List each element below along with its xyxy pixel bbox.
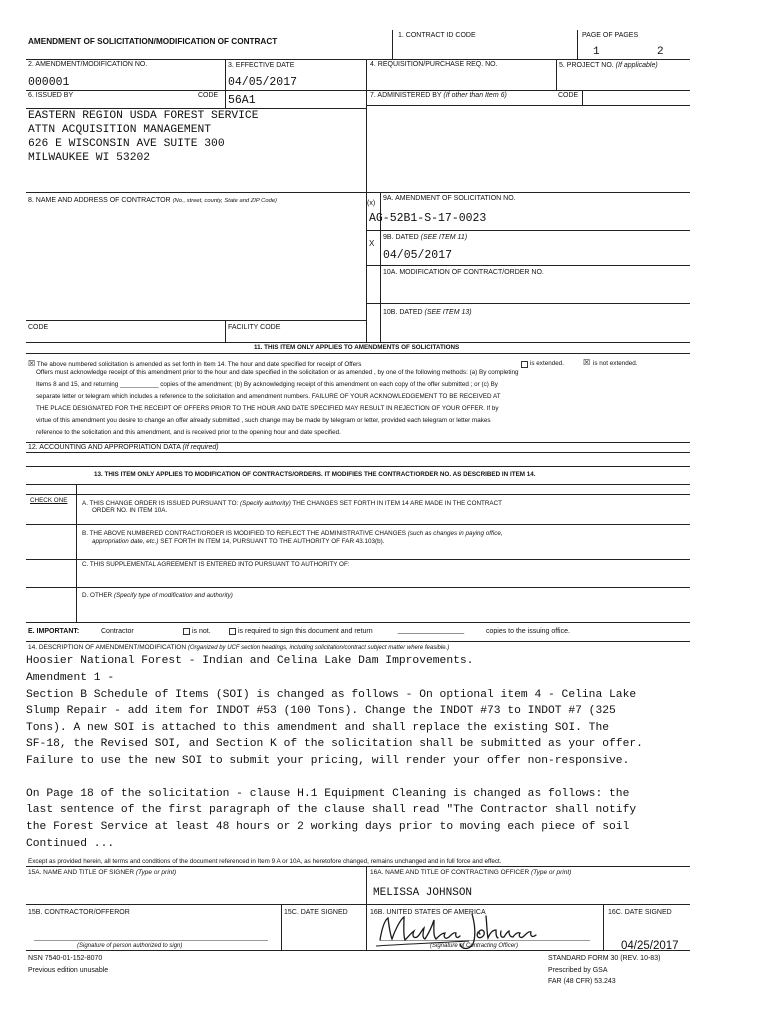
is-required-checkbox[interactable]	[229, 628, 236, 635]
rule	[26, 866, 690, 867]
item-13b-note2: appropriation date, etc.)	[92, 538, 159, 545]
form-title: AMENDMENT OF SOLICITATION/MODIFICATION OF CONTRACT	[28, 37, 278, 46]
rule	[26, 452, 690, 453]
rule	[556, 59, 557, 90]
issuer-address-line: 626 E WISCONSIN AVE SUITE 300	[28, 138, 225, 150]
contractor-label	[28, 197, 277, 205]
rule	[26, 342, 690, 343]
rule	[26, 950, 690, 951]
description-line: On Page 18 of the solicitation - clause H.1 Equipment Cleaning is changed as follows: the	[26, 788, 630, 800]
solicitation-amended-check[interactable]: ☒	[28, 359, 36, 368]
item-11-heading: 11. THIS ITEM ONLY APPLIES TO AMENDMENTS OF SOLICITATIONS	[254, 344, 460, 351]
officer-date-label: 16C. DATE SIGNED	[608, 909, 672, 916]
item-11-text-line: virtue of this amendment you desire to change an offer already submitted , such change may be made by telegram or letter, provided each telegram or letter makes	[36, 417, 491, 424]
extended-label: is extended.	[530, 360, 564, 367]
standard-form-id: STANDARD FORM 30 (REV. 10-83)	[548, 955, 661, 962]
rule	[26, 466, 690, 467]
item-13a-note: (Specify authority)	[240, 500, 291, 507]
page-of-pages-label: PAGE OF PAGES	[582, 32, 639, 39]
rule	[26, 442, 690, 443]
issued-code-label: CODE	[198, 92, 219, 99]
united-states-label: 16B. UNITED STATES OF AMERICA	[370, 909, 486, 916]
item-13a-text: A. THIS CHANGE ORDER IS ISSUED PURSUANT TO:	[82, 500, 239, 507]
rule	[281, 904, 282, 950]
rule	[26, 484, 690, 485]
signature-line	[34, 940, 268, 941]
signer-name-text: 15A. NAME AND TITLE OF SIGNER	[28, 869, 135, 876]
item-14-note: (Organized by UCF section headings, including solicitation/contract subject matter where feasible.)	[187, 645, 450, 651]
description-line: Section B Schedule of Items (SOI) is changed as follows - On optional item 4 - Celina Lake	[26, 689, 637, 701]
item-9a-label: 9A. AMENDMENT OF SOLICITATION NO.	[383, 195, 516, 202]
facility-code-label: FACILITY CODE	[228, 324, 281, 331]
item-12-text: 12. ACCOUNTING AND APPROPRIATION DATA	[28, 444, 181, 451]
contractor-label-text: 8. NAME AND ADDRESS OF CONTRACTOR	[28, 197, 171, 204]
terms-statement: Except as provided herein, all terms and conditions of the document referenced in Item 9 A or 10A, as heretofore changed, remains unchanged and in full force and effect.	[28, 858, 502, 865]
description-line: Slump Repair - add item for INDOT #53 (100 Tons). Change the INDOT #73 to INDOT #7 (325	[26, 705, 616, 717]
rule	[26, 192, 690, 193]
description-line: Amendment 1 -	[26, 672, 115, 684]
rule	[582, 90, 583, 105]
rule	[26, 353, 690, 354]
item-13b-text2: SET FORTH IN ITEM 14, PURSUANT TO THE AUTHORITY OF FAR 43.103(b).	[160, 538, 385, 545]
item-12-label	[28, 444, 219, 452]
rule	[26, 494, 690, 495]
project-no-label-text: 5. PROJECT NO.	[559, 62, 614, 69]
item-14-label	[28, 644, 449, 652]
officer-name-label	[370, 869, 571, 877]
effective-date: 04/05/2017	[228, 76, 298, 89]
item-11-first-line	[28, 360, 361, 369]
far-reference: FAR (48 CFR) 53.243	[548, 978, 616, 985]
item-11-text-line: separate letter or telegram which includes a reference to the solicitation and amendment numbers. FAILURE OF YOUR ACKNOWLEDGEMENT TO BE RECEIVED AT	[36, 393, 501, 400]
item-10b-note: (SEE ITEM 13)	[424, 309, 472, 316]
item-13-heading: 13. THIS ITEM ONLY APPLIES TO MODIFICATION OF CONTRACTS/ORDERS. IT MODIFIES THE CONTRACT/ORDER NO. AS DESCRIBED IN ITEM 14.	[94, 471, 536, 478]
description-line: Failure to use the new SOI to submit your pricing, will render your offer non-responsive.	[26, 755, 630, 767]
rule	[26, 90, 690, 91]
item-9b-text: 9B. DATED	[383, 234, 419, 241]
rule	[26, 904, 690, 905]
signer-name-note: (Type or print)	[135, 869, 177, 876]
requisition-label: 4. REQUISITION/PURCHASE REQ. NO.	[370, 61, 498, 68]
item-13a-text-cont: THE CHANGES SET FORTH IN ITEM 14 ARE MADE IN THE CONTRACT	[292, 500, 503, 507]
contractor-signature-caption: (Signature of person authorized to sign)	[77, 943, 183, 949]
copies-label: copies to the issuing office.	[486, 628, 570, 635]
administered-by-note: (If other than Item 6)	[443, 92, 507, 99]
item-13b-line2	[92, 538, 384, 546]
previous-edition: Previous edition unusable	[28, 967, 109, 974]
rule	[26, 641, 690, 642]
item-12-note: (If required)	[182, 444, 219, 451]
prescribed-by: Prescribed by GSA	[548, 967, 608, 974]
effective-date-label: 3. EFFECTIVE DATE	[228, 62, 295, 69]
item-10b-text: 10B. DATED	[383, 309, 423, 316]
issued-by-label: 6. ISSUED BY	[28, 92, 74, 99]
rule	[26, 622, 690, 623]
amendment-no: 000001	[28, 76, 70, 89]
item-13b-note: (such as changes in paying office,	[407, 530, 503, 537]
contractor-date-label: 15C. DATE SIGNED	[284, 909, 348, 916]
rule	[26, 587, 690, 588]
item-13c-line: C. THIS SUPPLEMENTAL AGREEMENT IS ENTERED INTO PURSUANT TO AUTHORITY OF:	[82, 561, 350, 568]
administered-by-text: 7. ADMINISTERED BY	[370, 92, 442, 99]
important-label: E. IMPORTANT:	[28, 628, 80, 635]
rule	[366, 230, 690, 231]
rule	[26, 559, 690, 560]
rule	[392, 30, 393, 59]
contractor-code-label: CODE	[28, 324, 49, 331]
copies-blank[interactable]: _________________	[398, 627, 465, 634]
rule	[26, 524, 690, 525]
issuer-address-line: ATTN ACQUISITION MANAGEMENT	[28, 124, 212, 136]
page-number: 1	[593, 46, 600, 58]
item-13b-text: B. THE ABOVE NUMBERED CONTRACT/ORDER IS MODIFIED TO REFLECT THE ADMINISTRATIVE CHANGES	[82, 530, 406, 537]
item-11-text-line: Items 8 and 15, and returning ___________ copies of the amendment; (b) By acknowledging receipt of this amendment on each copy of the offer submitted ; or (c) By	[36, 381, 498, 388]
solicitation-no: AG-52B1-S-17-0023	[369, 212, 487, 225]
officer-signature	[374, 906, 544, 956]
issuer-address-line: MILWAUKEE WI 53202	[28, 152, 151, 164]
rule	[366, 866, 367, 950]
officer-signature-caption: (Signature of Contracting Officer)	[430, 943, 519, 949]
item-9b-note: (SEE ITEM 11)	[420, 234, 468, 241]
rule	[225, 320, 226, 342]
officer-name-note: (Type or print)	[530, 869, 572, 876]
x-column-label: (x)	[367, 200, 376, 207]
issuer-address-line: EASTERN REGION USDA FOREST SERVICE	[28, 110, 259, 122]
project-no-label-note: (If applicable)	[615, 62, 658, 69]
description-line: last sentence of the first paragraph of the clause shall read "The Contractor shall notify	[26, 804, 637, 816]
description-line: Tons). A new SOI is attached to this amendment and shall replace the existing SOI. The	[26, 722, 610, 734]
item-10b-label	[383, 309, 472, 317]
item-11-text-line: reference to the solicitation and this amendment, and is received prior to the opening hour and date specified.	[36, 429, 341, 436]
issued-code: 56A1	[228, 94, 256, 107]
item-13d-note: (Specify type of modification and authority)	[113, 592, 233, 599]
rule	[577, 30, 578, 59]
not-extended-label: is not extended.	[593, 360, 638, 367]
description-line: SF-18, the Revised SOI, and Section K of the solicitation shall be submitted as your offer.	[26, 738, 643, 750]
rule	[366, 265, 690, 266]
administered-by-label	[370, 92, 507, 100]
rule	[366, 105, 690, 106]
solicitation-date: 04/05/2017	[383, 249, 453, 262]
item-13a-line2: ORDER NO. IN ITEM 10A.	[92, 507, 168, 514]
description-line: the Forest Service at least 48 hours or 2 working days prior to moving each piece of soil	[26, 821, 630, 833]
item-9b-label	[383, 234, 467, 242]
item-13d-text: D. OTHER	[82, 592, 113, 599]
item-11-text-line: Offers must acknowledge receipt of this amendment prior to the hour and date specified in the solicitation or as amended , by one of the following methods: (a) By completing	[36, 369, 519, 376]
rule	[225, 59, 226, 108]
item-11-lead: The above numbered solicitation is amended as set forth in Item 14. The hour and date specified for receipt of Offers	[36, 361, 362, 368]
contractor-label-note: (No., street, county, State and ZIP Code)	[172, 198, 277, 204]
is-required-label: is required to sign this document and return	[238, 628, 373, 635]
officer-name: MELISSA JOHNSON	[373, 887, 473, 899]
check-one-label: CHECK ONE	[30, 497, 68, 504]
description-line: Hoosier National Forest - Indian and Celina Lake Dam Improvements.	[26, 655, 474, 667]
signer-name-label	[28, 869, 176, 877]
item-11-text-line: THE PLACE DESIGNATED FOR THE RECEIPT OF OFFERS PRIOR TO THE HOUR AND DATE SPECIFIED MAY RESULT IN REJECTION OF YOUR OFFER. If by	[36, 405, 499, 412]
rule	[26, 320, 366, 321]
rule	[76, 484, 77, 622]
rule	[26, 59, 690, 60]
item-14-text: 14. DESCRIPTION OF AMENDMENT/MODIFICATION	[28, 644, 187, 651]
contractor-offeror-label: 15B. CONTRACTOR/OFFEROR	[28, 909, 130, 916]
item-13d-line	[82, 592, 233, 600]
description-line: Continued ...	[26, 838, 115, 850]
total-pages: 2	[657, 46, 664, 58]
rule	[26, 108, 366, 109]
rule	[603, 904, 604, 950]
contractor-word: Contractor	[101, 628, 134, 635]
not-extended-check[interactable]: ☒	[583, 358, 591, 367]
nsn: NSN 7540-01-152-8070	[28, 955, 103, 962]
rule	[366, 303, 690, 304]
item-10a-label: 10A. MODIFICATION OF CONTRACT/ORDER NO.	[383, 269, 544, 276]
item-9b-x: X	[369, 239, 375, 248]
admin-code-label: CODE	[558, 92, 579, 99]
officer-name-text: 16A. NAME AND TITLE OF CONTRACTING OFFICER	[370, 869, 530, 876]
is-not-label: is not.	[192, 628, 211, 635]
officer-date-signed: 04/25/2017	[621, 940, 679, 952]
extended-checkbox[interactable]	[521, 361, 528, 368]
project-no-label	[559, 62, 658, 70]
contract-id-label: 1. CONTRACT ID CODE	[398, 32, 476, 39]
is-not-checkbox[interactable]	[183, 628, 190, 635]
amendment-no-label: 2. AMENDMENT/MODIFICATION NO.	[28, 61, 148, 68]
